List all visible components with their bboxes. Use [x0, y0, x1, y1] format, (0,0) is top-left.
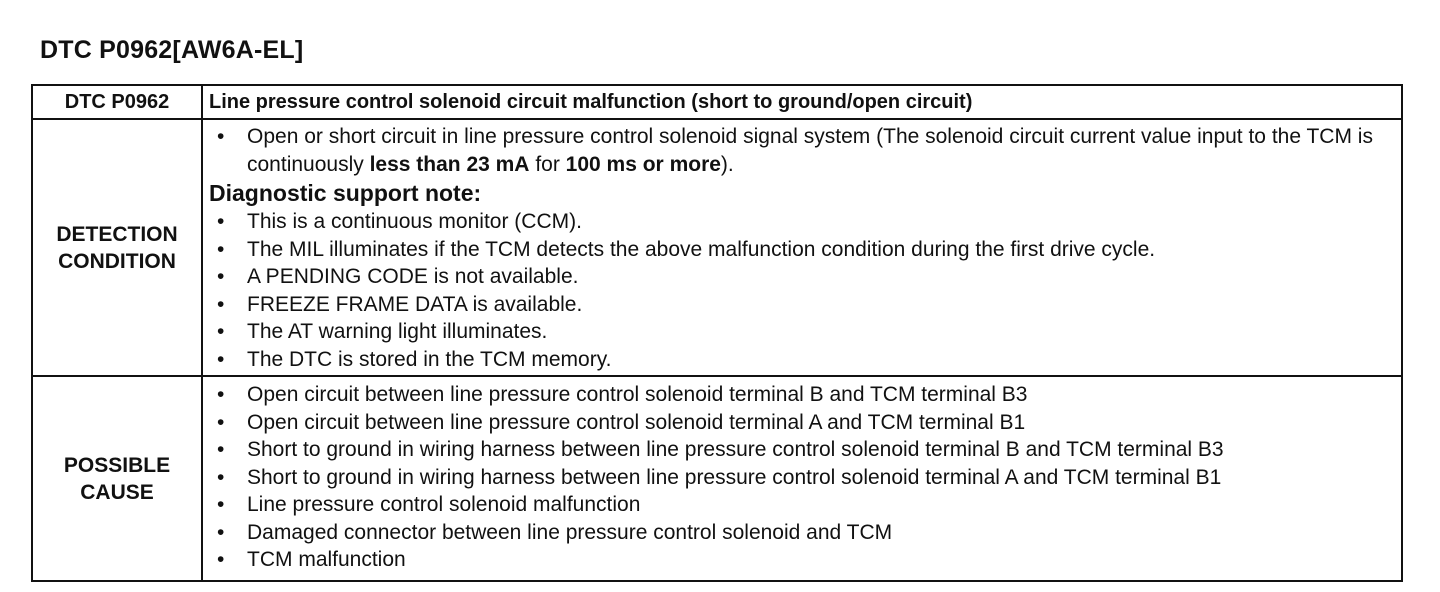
note-item: • This is a continuous monitor (CCM). — [203, 208, 1401, 236]
possible-cause-content — [202, 376, 1402, 581]
document-title: DTC P0962[AW6A-EL] — [40, 36, 304, 64]
dtc-code-cell: DTC P0962 — [32, 85, 202, 119]
detection-main-list — [203, 123, 1401, 178]
cause-item: • Short to ground in wiring harness between line pressure control solenoid terminal A and TCM terminal B1 — [203, 464, 1401, 492]
note-item: • A PENDING CODE is not available. — [203, 263, 1401, 291]
diagnostic-support-note-heading: Diagnostic support note: — [209, 180, 482, 206]
dtc-description-cell: Line pressure control solenoid circuit malfunction (short to ground/open circuit) — [202, 85, 1402, 119]
detection-main-item — [203, 123, 1401, 178]
detection-condition-label — [32, 119, 202, 376]
possible-cause-label — [32, 376, 202, 581]
cause-row — [32, 376, 1402, 581]
cause-item: • Open circuit between line pressure control solenoid terminal A and TCM terminal B1 — [203, 409, 1401, 437]
detection-label-line1: DETECTION — [56, 222, 178, 246]
note-item: • The AT warning light illuminates. — [203, 318, 1401, 346]
detection-main-text-2: for — [529, 152, 566, 176]
note-item: • FREEZE FRAME DATA is available. — [203, 291, 1401, 319]
cause-item: • Short to ground in wiring harness between line pressure control solenoid terminal B and TCM terminal B3 — [203, 436, 1401, 464]
cause-item: • Damaged connector between line pressure control solenoid and TCM — [203, 519, 1401, 547]
cause-item: • Line pressure control solenoid malfunction — [203, 491, 1401, 519]
detection-label-line2: CONDITION — [58, 249, 176, 273]
cause-label-line1: POSSIBLE — [63, 453, 171, 477]
cause-label-line2: CAUSE — [80, 480, 154, 504]
header-row — [32, 85, 1402, 119]
current-threshold: less than 23 mA — [369, 152, 530, 176]
note-item: • The DTC is stored in the TCM memory. — [203, 346, 1401, 374]
dtc-table — [31, 84, 1403, 582]
detection-main-text-3: ). — [720, 152, 734, 176]
time-threshold: 100 ms or more — [565, 152, 721, 176]
diagnostic-notes-list — [203, 208, 1401, 373]
detection-row — [32, 119, 1402, 376]
cause-list — [203, 381, 1401, 574]
cause-item: • Open circuit between line pressure control solenoid terminal B and TCM terminal B3 — [203, 381, 1401, 409]
detection-condition-content — [202, 119, 1402, 376]
cause-item: • TCM malfunction — [203, 546, 1401, 574]
note-item: • The MIL illuminates if the TCM detects the above malfunction condition during the first drive cycle. — [203, 236, 1401, 264]
detection-main-text-1: Open or short circuit in line pressure control solenoid signal system (The solenoid circuit current value input to the TCM is continuously — [247, 125, 1373, 176]
